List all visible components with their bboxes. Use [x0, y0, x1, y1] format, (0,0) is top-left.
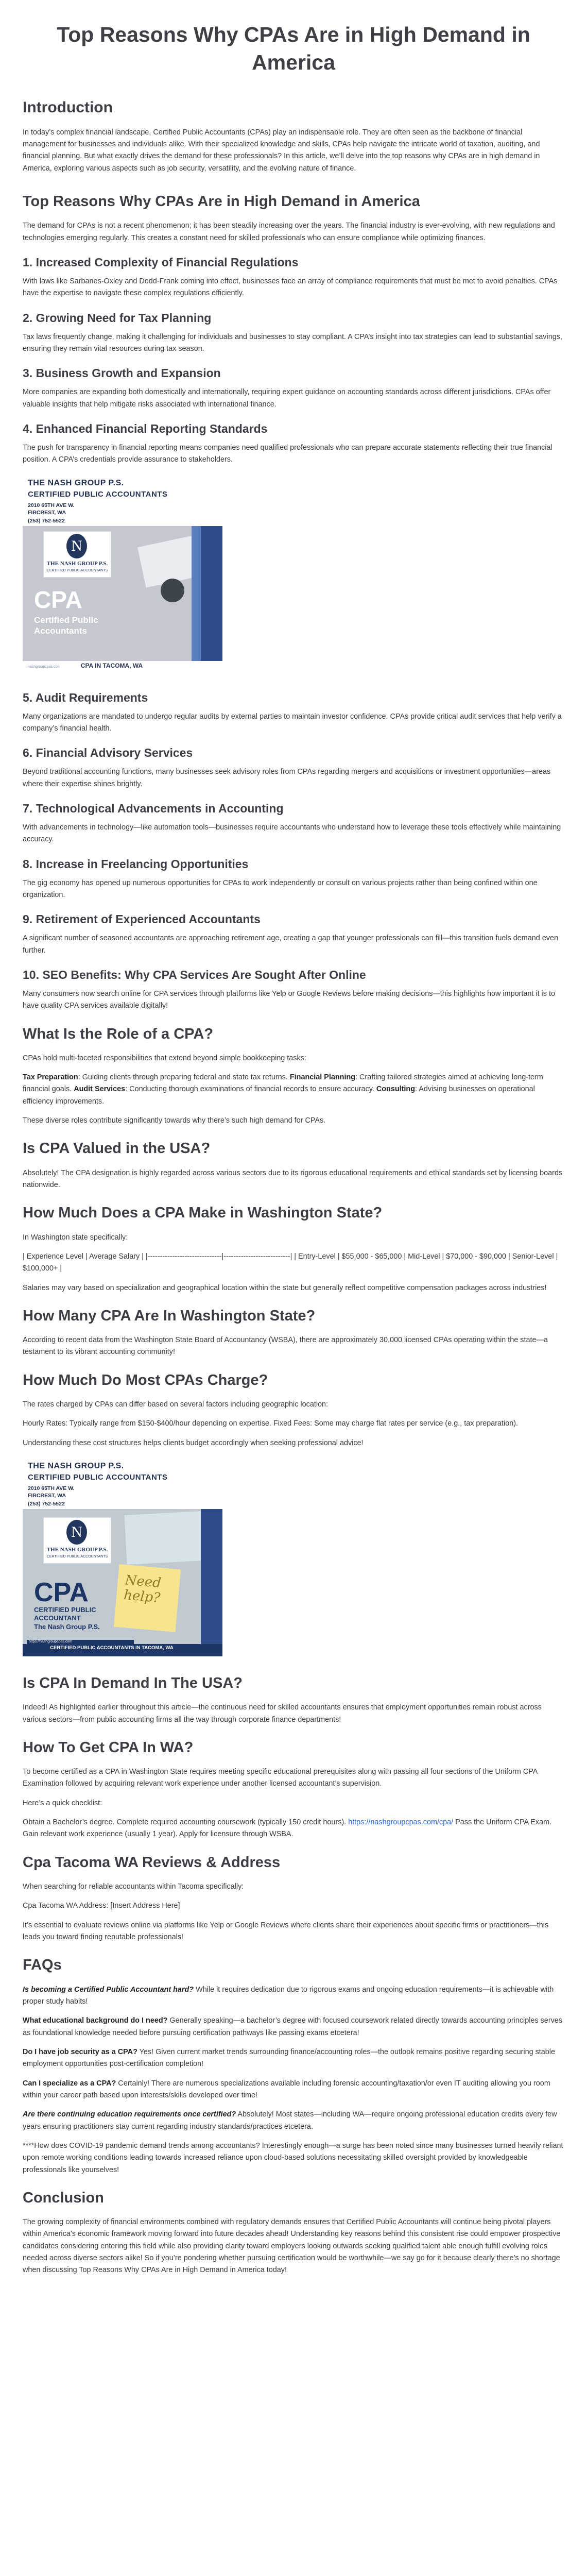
demand-text: Indeed! As highlighted earlier throughout this article—the continuous need for skilled accountants ensures that employment opportunities remain robust across various sectors—from public accounting firms all the way through corporate finance departments!	[23, 1703, 542, 1724]
faqs-section	[23, 1956, 564, 2176]
charge-heading: How Much Do Most CPAs Charge?	[23, 1371, 268, 1388]
reason-heading: 6. Financial Advisory Services	[23, 746, 193, 760]
valued-section	[23, 1139, 564, 1191]
reviews-intro: When searching for reliable accountants within Tacoma specifically:	[23, 1883, 244, 1891]
faq-answer: Yes! Given current market trends surrounding finance/accounting roles—the outlook remains positive regarding securing stable employment opportunities post-certification completion!	[23, 2047, 555, 2069]
faq-item	[23, 1984, 564, 2008]
faq-question: Are there continuing education requirements once certified?	[23, 2110, 236, 2119]
financial-planning-text: : Crafting tailored strategies aimed at achieving long-term financial goals.	[23, 1073, 543, 1094]
valued-heading: Is CPA Valued in the USA?	[23, 1140, 211, 1157]
poster-cpa-text: CPA	[34, 586, 82, 613]
poster-cert-text	[34, 615, 98, 637]
checklist-part2: Pass the Uniform CPA Exam. Gain relevant work experience (usually 1 year). Apply for licensure through WSBA.	[23, 1818, 552, 1839]
reason-heading: 5. Audit Requirements	[23, 690, 148, 704]
charge-intro: The rates charged by CPAs can differ based on several factors including geographic location:	[23, 1400, 329, 1409]
intro-section	[23, 98, 564, 175]
charge-rates: Hourly Rates: Typically range from $150-$400/hour depending on expertise. Fixed Fees: Some may charge flat rates per service (e.g., tax preparation).	[23, 1419, 519, 1428]
reason-heading: 7. Technological Advancements in Accounting	[23, 801, 284, 815]
count-text: According to recent data from the Washington State Board of Accountancy (WSBA), there are approximately 30,000 licensed CPAs operating within the state—a testament to its vibrant accounting community!	[23, 1336, 548, 1357]
poster-phone: (253) 752-5522	[28, 517, 65, 524]
sticky-note	[114, 1564, 181, 1632]
faq-question: Is becoming a Certified Public Accountant hard?	[23, 1985, 194, 1994]
tax-preparation-text: : Guiding clients through preparing federal and state tax returns.	[78, 1073, 290, 1082]
poster-website: https://nashgroupcpas.com	[27, 1640, 134, 1645]
logo-letter: N	[66, 534, 87, 558]
nash-group-logo	[43, 531, 111, 578]
reason-heading: 1. Increased Complexity of Financial Regulations	[23, 255, 299, 269]
salary-intro: In Washington state specifically:	[23, 1233, 128, 1242]
salary-heading: How Much Does a CPA Make in Washington State?	[23, 1205, 383, 1222]
faq-question: What educational background do I need?	[23, 2016, 168, 2025]
faq-question: Can I specialize as a CPA?	[23, 2079, 116, 2088]
light-blue-stripe	[192, 526, 201, 661]
consulting-label: Consulting	[376, 1085, 416, 1094]
seo-heading: 10. SEO Benefits: Why CPA Services Are Sought After Online	[23, 968, 366, 981]
consulting-text: : Advising businesses on operational efficiency improvements.	[23, 1085, 535, 1106]
poster-address-line2: FIRCREST, WA	[28, 1493, 66, 1499]
reviews-text: It’s essential to evaluate reviews online via platforms like Yelp or Google Reviews where clients share their experiences about specific firms or practitioners—this leads you toward finding reputable professionals!	[23, 1921, 549, 1942]
count-heading: How Many CPA Are In Washington State?	[23, 1307, 316, 1324]
reasons-intro: The demand for CPAs is not a recent phenomenon; it has been steadily increasing over the years. The financial industry is ever-evolving, with new regulations and technologies emerging regularly. This creates a constant need for skilled professionals who can ensure compliance while optimizing finances.	[23, 222, 555, 242]
audit-services-label: Audit Services	[74, 1085, 126, 1094]
faq-item	[23, 2015, 564, 2039]
seo-text: Many consumers now search online for CPA services through platforms like Yelp or Google Reviews before making decisions—this highlights how important it is to have quality CPA services available digitally!	[23, 989, 555, 1010]
poster-address-line1: 2010 65TH AVE W.	[28, 1485, 75, 1492]
reason-text: Beyond traditional accounting functions, many businesses seek advisory roles from CPAs regarding mergers and acquisitions or investment opportunities—areas where their expertise shines brightly.	[23, 768, 551, 788]
reviews-section	[23, 1853, 564, 1944]
reason-heading: 4. Enhanced Financial Reporting Standards	[23, 421, 268, 435]
logo-name: THE NASH GROUP P.S.	[46, 1547, 108, 1553]
intro-paragraph: In today’s complex financial landscape, Certified Public Accountants (CPAs) play an indispensable role. They are often seen as the backbone of financial management for businesses and individuals alike. With their specialized knowledge and skills, CPAs help navigate the intricate world of taxation, auditing, and financial planning. But what exactly drives the demand for these professionals? In this article, we’ll delve into the top reasons why CPAs are in high demand in America, exploring various aspects such as job security, versatility, and the evolving nature of finance.	[23, 128, 540, 173]
get-cpa-intro: To become certified as a CPA in Washington State requires meeting specific educational prerequisites along with passing all four sections of the Uniform CPA Examination followed by acquiring relevant work experience under another licensed accountant’s supervision.	[23, 1768, 538, 1788]
faqs-heading: FAQs	[23, 1957, 62, 1974]
poster-phone: (253) 752-5522	[28, 1501, 65, 1507]
valued-text: Absolutely! The CPA designation is highly regarded across various sectors due to its rigorous educational requirements and ethical standards set by licensing boards nationwide.	[23, 1168, 563, 1189]
laptop-graphic	[125, 1511, 204, 1565]
reason-heading: 8. Increase in Freelancing Opportunities	[23, 857, 249, 871]
count-section	[23, 1307, 564, 1359]
poster-firm-name: THE NASH GROUP P.S.	[28, 1462, 124, 1470]
poster-cpa-text: CPA	[34, 1578, 89, 1607]
poster-cert-line1: Certified Public	[34, 615, 98, 625]
need-help-poster	[23, 1456, 222, 1656]
logo-subtitle: CERTIFIED PUBLIC ACCOUNTANTS	[46, 568, 108, 572]
poster-cert-line2: ACCOUNTANT	[34, 1614, 81, 1622]
conclusion-text: The growing complexity of financial environments combined with regulatory demands ensures that Certified Public Accountants will continue being pivotal players within America’s economic framework moving forward into future decades ahead! Understanding key reasons behind this consistent rise could empower prospective candidates considering entering this field while also providing clarity toward employers looking outwards seeking qualified talent able enough fulfill evolving roles needed across diverse sectors alike! So if you’re pondering whether pursuing certification would be worthwhile—we say go for it because clearly there’s no shortage when discussing Top Reasons Why CPAs Are in High Demand in America today!	[23, 2218, 561, 2275]
page-title: Top Reasons Why CPAs Are in High Demand in America	[57, 23, 530, 75]
poster-address-line1: 2010 65TH AVE W.	[28, 502, 75, 509]
faq-covid: ****How does COVID-19 pandemic demand trends among accountants? Interestingly enough—a surge has been noted since many businesses turned heavily reliant upon remote working conditions leading towards increased reliance upon cloud-based solutions necessitating skilled oversight provided by knowledgeable professionals like yourselves!	[23, 2141, 563, 2174]
charge-section	[23, 1371, 564, 1449]
poster-cert-line1: CERTIFIED PUBLIC	[34, 1606, 96, 1614]
demand-section	[23, 1674, 564, 1726]
get-cpa-section	[23, 1738, 564, 1841]
nash-group-poster	[23, 473, 222, 673]
conclusion-section	[23, 2189, 564, 2277]
reviews-address: Cpa Tacoma WA Address: [Insert Address Here]	[23, 1902, 180, 1910]
sticky-note-text: Need help?	[123, 1572, 162, 1606]
conclusion-heading: Conclusion	[23, 2189, 104, 2206]
demand-heading: Is CPA In Demand In The USA?	[23, 1675, 243, 1691]
reason-text: The gig economy has opened up numerous opportunities for CPAs to work independently or consult on various projects rather than being confined within one organization.	[23, 878, 538, 899]
role-section	[23, 1025, 564, 1127]
checklist-part1: Obtain a Bachelor’s degree. Complete required accounting coursework (typically 150 credit hours).	[23, 1818, 349, 1827]
tax-preparation-label: Tax Preparation	[23, 1073, 78, 1082]
financial-planning-label: Financial Planning	[289, 1073, 356, 1082]
nash-group-logo	[43, 1517, 111, 1564]
poster-firm-tagline: CERTIFIED PUBLIC ACCOUNTANTS	[28, 1473, 168, 1482]
poster-address-line2: FIRCREST, WA	[28, 509, 66, 516]
poster-website: nashgroupcpas.com	[28, 665, 61, 669]
faq-answer: Certainly! There are numerous specializations available including forensic accounting/taxation/or even IT auditing allowing you room within your career path based upon interests/skills developed over time!	[23, 2079, 550, 2099]
role-intro: CPAs hold multi-faceted responsibilities that extend beyond simple bookkeeping tasks:	[23, 1054, 306, 1062]
intro-heading: Introduction	[23, 99, 113, 116]
checklist-intro: Here’s a quick checklist:	[23, 1799, 102, 1807]
faq-answer: Absolutely! Most states—including WA—require ongoing professional education credits every few years ensuring practitioners stay current regarding industry standards/practices etcetera.	[23, 2110, 557, 2131]
logo-subtitle: CERTIFIED PUBLIC ACCOUNTANTS	[46, 1555, 108, 1558]
role-summary: These diverse roles contribute significantly towards why there’s such high demand for CPAs.	[23, 1116, 326, 1125]
faq-item	[23, 2046, 564, 2071]
reason-text: With laws like Sarbanes-Oxley and Dodd-Frank coming into effect, businesses face an array of compliance requirements that must be met to avoid penalties. CPAs have the expertise to navigate these complex regulations efficiently.	[23, 277, 558, 298]
salary-table-text: | Experience Level | Average Salary | |------------------------------|---------------------------| | Entry-Level | $55,000 - $65,000 | Mid-Level | $70,000 - $90,000 | Senior-Level | $100,000+ |	[23, 1252, 558, 1273]
logo-name: THE NASH GROUP P.S.	[46, 560, 108, 567]
faq-answer: Generally speaking—a bachelor’s degree with focused coursework related directly towards accounting principles serves as foundational knowledge needed before pursuing certification pathways like passing exams etcetera!	[23, 2016, 562, 2037]
reason-heading: 9. Retirement of Experienced Accountants	[23, 912, 261, 926]
reasons-section	[23, 192, 564, 466]
poster-location: CPA IN TACOMA, WA	[80, 662, 143, 669]
plant-graphic	[161, 579, 184, 602]
poster-firm-name: THE NASH GROUP P.S.	[28, 478, 124, 487]
reasons-heading: Top Reasons Why CPAs Are in High Demand in America	[23, 193, 420, 210]
faq-item	[23, 2078, 564, 2102]
reason-text: A significant number of seasoned accountants are approaching retirement age, creating a gap that younger professionals can fill—this transition fuels demand even further.	[23, 934, 558, 955]
reason-text: Tax laws frequently change, making it challenging for individuals and businesses to stay compliant. A CPA’s insight into tax strategies can lead to substantial savings, ensuring they remain vital resources during tax season.	[23, 332, 562, 353]
reason-text: Many organizations are mandated to undergo regular audits by external parties to maintain investor confidence. CPAs provide critical audit services that help verify a company’s financial health.	[23, 712, 562, 733]
reason-text: The push for transparency in financial reporting means companies need qualified professionals who can prepare accurate statements reflecting their true financial position. A CPA’s credentials provide assurance to stakeholders.	[23, 443, 553, 464]
poster-cert-text	[34, 1606, 100, 1631]
poster-firm-tagline: CERTIFIED PUBLIC ACCOUNTANTS	[28, 489, 168, 499]
salary-note: Salaries may vary based on specialization and geographical location within the state but generally reflect competitive compensation packages across industries!	[23, 1283, 547, 1292]
faq-answer: While it requires dedication due to rigorous exams and ongoing education requirements—it is achievable with proper study habits!	[23, 1985, 554, 2006]
charge-summary: Understanding these cost structures helps clients budget accordingly when seeking professional advice!	[23, 1438, 364, 1447]
reviews-heading: Cpa Tacoma WA Reviews & Address	[23, 1854, 281, 1871]
logo-letter: N	[66, 1520, 87, 1545]
poster-location: CERTIFIED PUBLIC ACCOUNTANTS IN TACOMA, WA	[50, 1645, 174, 1651]
reasons-section-continued	[23, 691, 564, 1012]
reason-heading: 2. Growing Need for Tax Planning	[23, 311, 212, 325]
get-cpa-heading: How To Get CPA In WA?	[23, 1739, 194, 1756]
faq-question: Do I have job security as a CPA?	[23, 2047, 137, 2056]
checklist	[23, 1817, 564, 1841]
reason-heading: 3. Business Growth and Expansion	[23, 366, 221, 380]
poster-cert-line3: The Nash Group P.S.	[34, 1622, 100, 1631]
role-list	[23, 1072, 564, 1108]
salary-section	[23, 1204, 564, 1294]
audit-services-text: : Conducting thorough examinations of financial records to ensure accuracy.	[125, 1085, 376, 1094]
cpa-link[interactable]: https://nashgroupcpas.com/cpa/	[348, 1818, 454, 1827]
reason-text: More companies are expanding both domestically and internationally, requiring expert guidance on accounting standards across different jurisdictions. CPAs offer valuable insights that help mitigate risks associated with international finance.	[23, 388, 551, 409]
reason-text: With advancements in technology—like automation tools—businesses require accountants who understand how to leverage these tools effectively while maintaining accuracy.	[23, 823, 561, 844]
faq-item	[23, 2109, 564, 2133]
poster-cert-line2: Accountants	[34, 625, 87, 636]
role-heading: What Is the Role of a CPA?	[23, 1025, 214, 1042]
